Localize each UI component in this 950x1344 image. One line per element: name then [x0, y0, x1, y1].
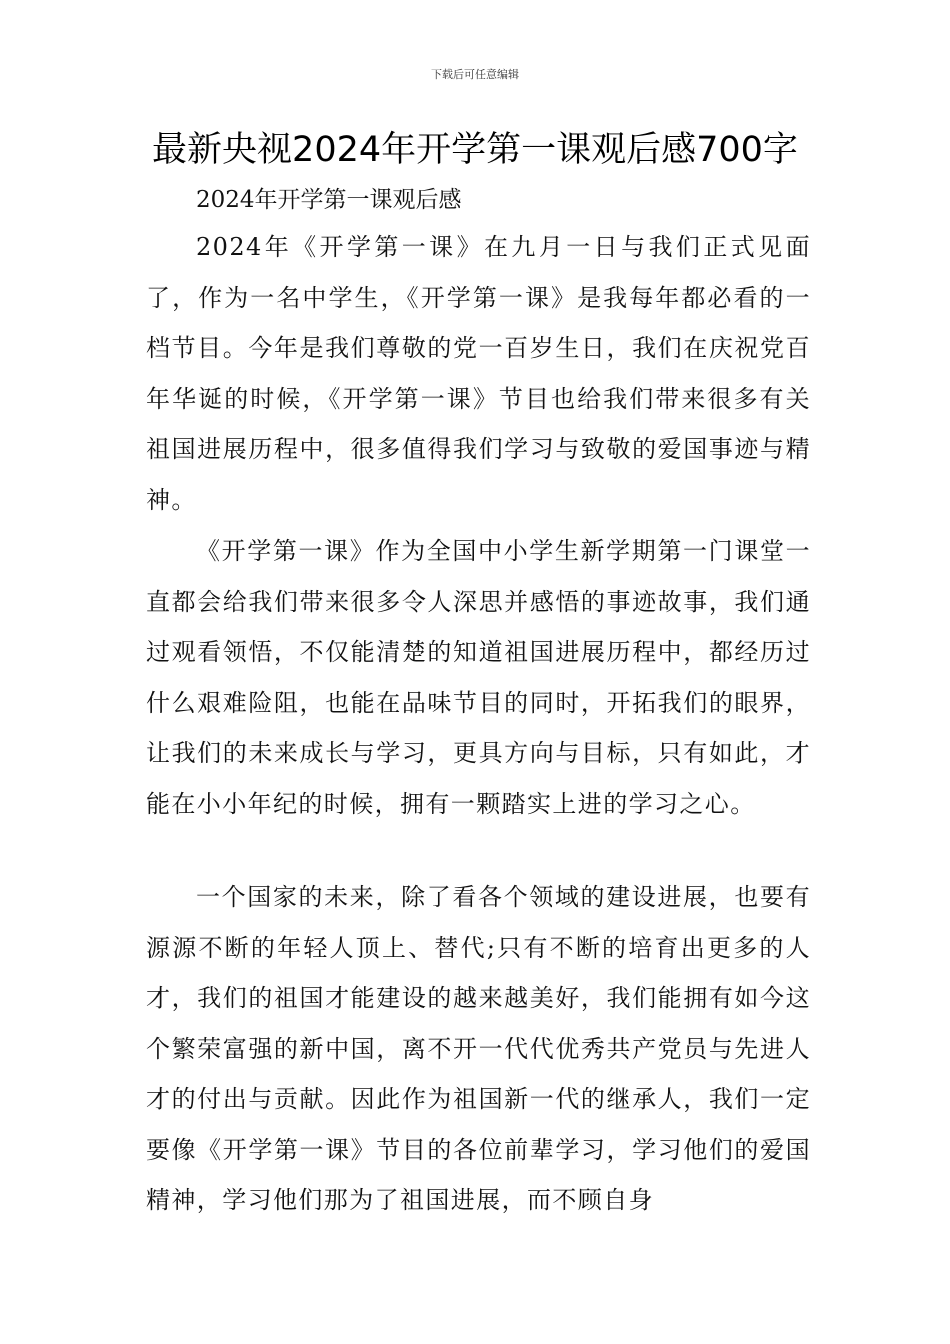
document-subtitle: 2024年开学第一课观后感	[196, 187, 462, 213]
header-note: 下载后可任意编辑	[431, 68, 519, 81]
document-title: 最新央视2024年开学第一课观后感700字	[152, 130, 798, 170]
paragraph-1: 2024年《开学第一课》在九月一日与我们正式见面了，作为一名中学生，《开学第一课》是我每年都必看的一档节目。今年是我们尊敬的党一百岁生日，我们在庆祝党百年华诞的时候，《开学第一课》节目也给我们带来很多有关祖国进展历程中，很多值得我们学习与致敬的爱国事迹与精神。	[146, 233, 811, 514]
paragraph-3: 一个国家的未来，除了看各个领域的建设进展，也要有源源不断的年轻人顶上、替代;只有不断的培育出更多的人才，我们的祖国才能建设的越来越美好，我们能拥有如今这个繁荣富强的新中国，离不开一代代优秀共产党员与先进人才的付出与贡献。因此作为祖国新一代的继承人，我们一定要像《开学第一课》节目的各位前辈学习，学习他们的爱国精神，学习他们那为了祖国进展，而不顾自身	[146, 883, 811, 1214]
paragraph-2: 《开学第一课》作为全国中小学生新学期第一门课堂一直都会给我们带来很多令人深思并感悟的事迹故事，我们通过观看领悟，不仅能清楚的知道祖国进展历程中，都经历过什么艰难险阻，也能在品味节目的同时，开拓我们的眼界，让我们的未来成长与学习，更具方向与目标，只有如此，才能在小小年纪的时候，拥有一颗踏实上进的学习之心。	[146, 537, 811, 818]
